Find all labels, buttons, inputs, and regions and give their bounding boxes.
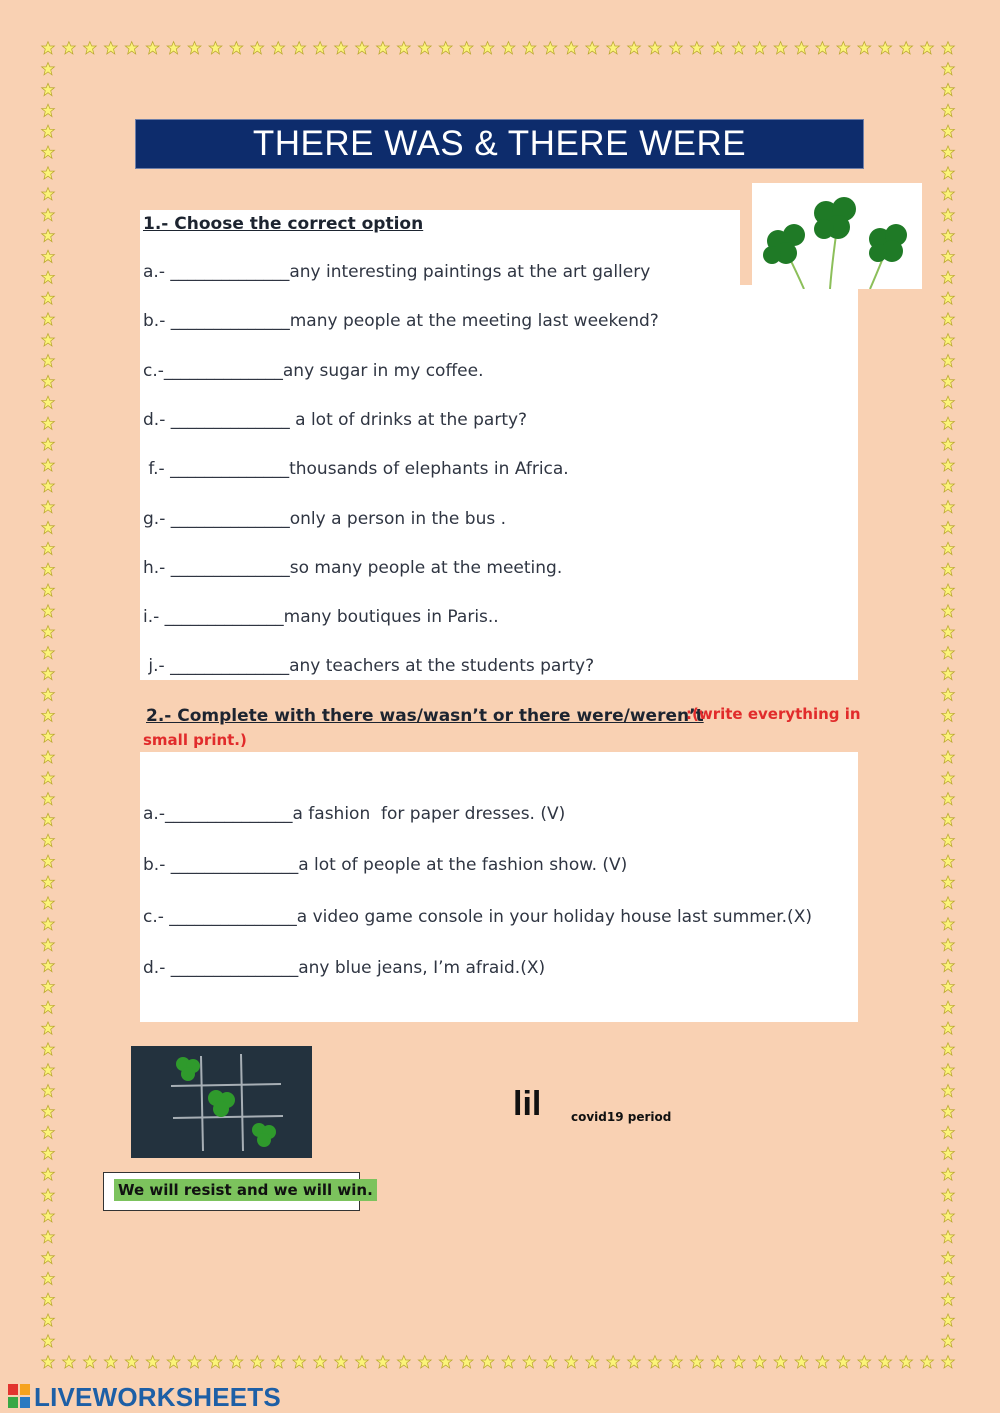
answer-blank[interactable]: _______________ [170,957,299,978]
item-label: g.- [143,508,171,529]
resist-text: We will resist and we will win. [114,1179,377,1201]
answer-blank[interactable]: _______________ [169,906,297,927]
item-label: a.- [143,262,171,282]
item-text: a video game console in your holiday house last summer.(X) [296,906,812,927]
answer-blank[interactable]: ______________ [163,360,283,381]
exercise-2-panel [140,752,858,1022]
item-text: any teachers at the students party? [289,656,595,677]
section-1-item [143,656,594,676]
item-label: b.- [143,855,171,876]
lil-text: lil [513,1085,542,1123]
section-2-item [143,958,545,978]
section-2-item [143,907,812,927]
shamrock-image [752,183,922,289]
item-label: c.- [143,906,170,927]
liveworksheets-logo-icon [8,1384,32,1410]
item-text: a fashion for paper dresses. (V) [292,804,566,824]
section-1-item [143,509,506,529]
tic-tac-toe-clover-image [131,1046,312,1158]
section-2-note: :(write everything in [686,705,861,723]
page-title: THERE WAS & THERE WERE [135,119,864,169]
item-label: i.- [143,607,165,628]
section-1-heading: 1.- Choose the correct option [143,214,424,234]
section-2-item [143,855,627,875]
resist-box [103,1172,373,1211]
item-text: so many people at the meeting. [289,557,563,578]
item-label: d.- [143,409,171,430]
section-1-item [143,361,484,381]
answer-blank[interactable]: ______________ [170,459,290,480]
item-text: thousands of elephants in Africa. [289,459,569,480]
answer-blank[interactable]: ______________ [170,311,290,332]
item-label: h.- [143,557,171,578]
item-text: any blue jeans, I’m afraid.(X) [298,957,546,978]
section-1-item [143,459,569,479]
item-text: any sugar in my coffee. [282,360,484,381]
item-label: a.- [143,804,165,824]
item-label: f.- [143,459,171,480]
section-1-item [143,558,562,578]
item-text: only a person in the bus . [289,508,507,529]
item-text: a lot of drinks at the party? [289,409,528,430]
answer-blank[interactable]: ______________ [170,656,290,677]
section-1-item [143,410,527,430]
item-text: many people at the meeting last weekend? [289,311,659,332]
section-1-item [143,607,499,627]
item-label: c.- [143,360,164,381]
item-text: any interesting paintings at the art gallery [289,262,651,282]
answer-blank[interactable]: _______________ [170,855,299,876]
item-text: a lot of people at the fashion show. (V) [298,855,628,876]
item-label: b.- [143,311,171,332]
section-2-heading: 2.- Complete with there was/wasn’t or there were/weren’t [146,706,704,726]
liveworksheets-brand: LIVEWORKSHEETS [34,1382,281,1412]
section-2-note-2: small print.) [143,731,247,749]
section-2-item [143,804,565,824]
section-1-item [143,262,650,282]
covid-text: covid19 period [571,1110,672,1124]
item-text: many boutiques in Paris.. [283,607,499,628]
answer-blank[interactable]: ______________ [170,409,290,430]
item-label: j.- [143,656,171,677]
answer-blank[interactable]: _______________ [164,804,293,824]
answer-blank[interactable]: ______________ [170,262,290,282]
answer-blank[interactable]: ______________ [170,557,290,578]
section-1-item [143,311,659,331]
answer-blank[interactable]: ______________ [164,607,284,628]
shamrock-icon [752,183,922,289]
item-label: d.- [143,957,171,978]
answer-blank[interactable]: ______________ [170,508,290,529]
